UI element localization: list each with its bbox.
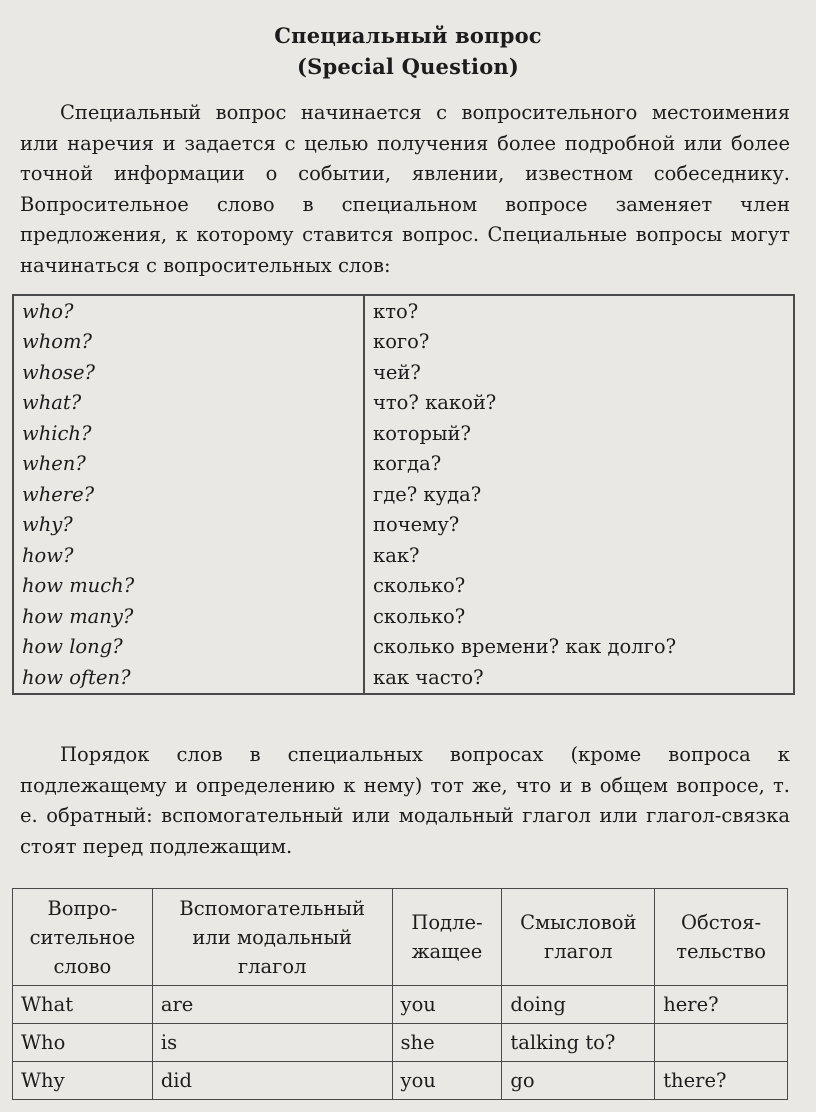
question-word-russian: как часто?: [373, 665, 484, 689]
question-word-row: [13, 449, 794, 480]
question-word-english: whom?: [13, 327, 364, 358]
word-order-cell: What: [13, 986, 153, 1024]
question-word-row: [13, 540, 794, 571]
question-word-english: how often?: [13, 662, 364, 694]
question-word-row: [13, 327, 794, 358]
question-word-russian: который?: [373, 421, 471, 445]
question-word-english: which?: [13, 418, 364, 449]
question-words-table: [12, 294, 795, 695]
question-word-russian: сколько?: [373, 604, 466, 628]
word-order-cell: did: [152, 1062, 392, 1100]
word-order-column-header: [655, 889, 788, 986]
header-line: жащее: [411, 940, 483, 963]
question-word-row: [13, 571, 794, 602]
question-word-russian: сколько?: [373, 574, 466, 598]
header-line: Обстоя-: [681, 911, 762, 934]
word-order-body: [13, 986, 788, 1100]
word-order-header-row: [13, 889, 788, 986]
header-line: или модальный: [192, 925, 352, 949]
header-line: глагол: [543, 940, 613, 963]
word-order-cell: Why: [13, 1062, 153, 1100]
question-word-row: [13, 601, 794, 632]
question-word-english: whose?: [13, 357, 364, 388]
question-word-russian: как?: [373, 543, 420, 567]
question-word-english: how much?: [13, 571, 364, 602]
question-word-row: [13, 357, 794, 388]
question-word-russian: чей?: [373, 360, 421, 384]
question-word-english: what?: [13, 388, 364, 419]
section-title: [0, 20, 816, 82]
word-order-column-header: [152, 889, 392, 986]
question-word-row: [13, 295, 794, 327]
header-line: Вспомогательный: [179, 896, 365, 920]
word-order-column-header: [13, 889, 153, 986]
word-order-row: [13, 1024, 788, 1062]
title-english: (Special Question): [296, 54, 520, 79]
question-word-russian: что? какой?: [373, 391, 497, 415]
question-word-english: who?: [13, 295, 364, 327]
word-order-cell: talking to?: [502, 1024, 655, 1062]
word-order-cell: Who: [13, 1024, 153, 1062]
question-word-row: [13, 388, 794, 419]
question-word-english: how?: [13, 540, 364, 571]
question-word-russian: почему?: [373, 513, 460, 537]
word-order-column-header: [392, 889, 502, 986]
word-order-row: [13, 986, 788, 1024]
word-order-cell: doing: [502, 986, 655, 1024]
word-order-cell: go: [502, 1062, 655, 1100]
question-word-row: [13, 479, 794, 510]
word-order-table: [12, 888, 788, 1100]
question-word-english: where?: [13, 479, 364, 510]
word-order-row: [13, 1062, 788, 1100]
question-word-english: why?: [13, 510, 364, 541]
header-line: Смысловой: [520, 911, 637, 934]
title-russian: Специальный вопрос: [274, 23, 542, 48]
header-line: слово: [53, 954, 112, 978]
word-order-cell: you: [392, 986, 502, 1024]
question-word-russian: где? куда?: [373, 482, 482, 506]
question-word-english: how long?: [13, 632, 364, 663]
word-order-paragraph: [20, 740, 790, 862]
header-line: Вопро-: [47, 896, 118, 920]
word-order-cell: is: [152, 1024, 392, 1062]
word-order-cell: here?: [655, 986, 788, 1024]
word-order-text: Порядок слов в специальных вопросах (кроме вопроса к подлежащему и определению к нему) тот же, что и в общем вопросе, т. е. обратный: вспомогательный или модальный глагол или глагол-связка стоят перед подлежащим.: [20, 743, 790, 858]
header-line: тельство: [676, 940, 766, 963]
question-word-row: [13, 632, 794, 663]
question-word-russian: когда?: [373, 452, 442, 476]
intro-paragraph: [20, 98, 790, 281]
intro-text: Специальный вопрос начинается с вопросительного местоимения или наречия и задается с целью получения более подробной или более точной информации о событии, явлении, известном собеседнику. Вопросительное слово в специальном вопросе заменяет член предложения, к которому ставится вопрос. Специальные вопросы могут начинаться с вопросительных слов:: [20, 101, 790, 277]
header-line: сительное: [29, 925, 136, 949]
word-order-cell: [655, 1024, 788, 1062]
word-order-cell: she: [392, 1024, 502, 1062]
question-word-english: when?: [13, 449, 364, 480]
question-word-russian: кто?: [373, 299, 419, 323]
question-word-russian: сколько времени? как долго?: [373, 635, 677, 659]
question-words-body: [13, 295, 794, 694]
word-order-cell: there?: [655, 1062, 788, 1100]
word-order-cell: are: [152, 986, 392, 1024]
question-word-english: how many?: [13, 601, 364, 632]
header-line: глагол: [237, 954, 307, 978]
question-word-row: [13, 418, 794, 449]
question-word-row: [13, 510, 794, 541]
word-order-cell: you: [392, 1062, 502, 1100]
word-order-column-header: [502, 889, 655, 986]
header-line: Подле-: [411, 911, 483, 934]
question-word-russian: кого?: [373, 330, 430, 354]
question-word-row: [13, 662, 794, 694]
